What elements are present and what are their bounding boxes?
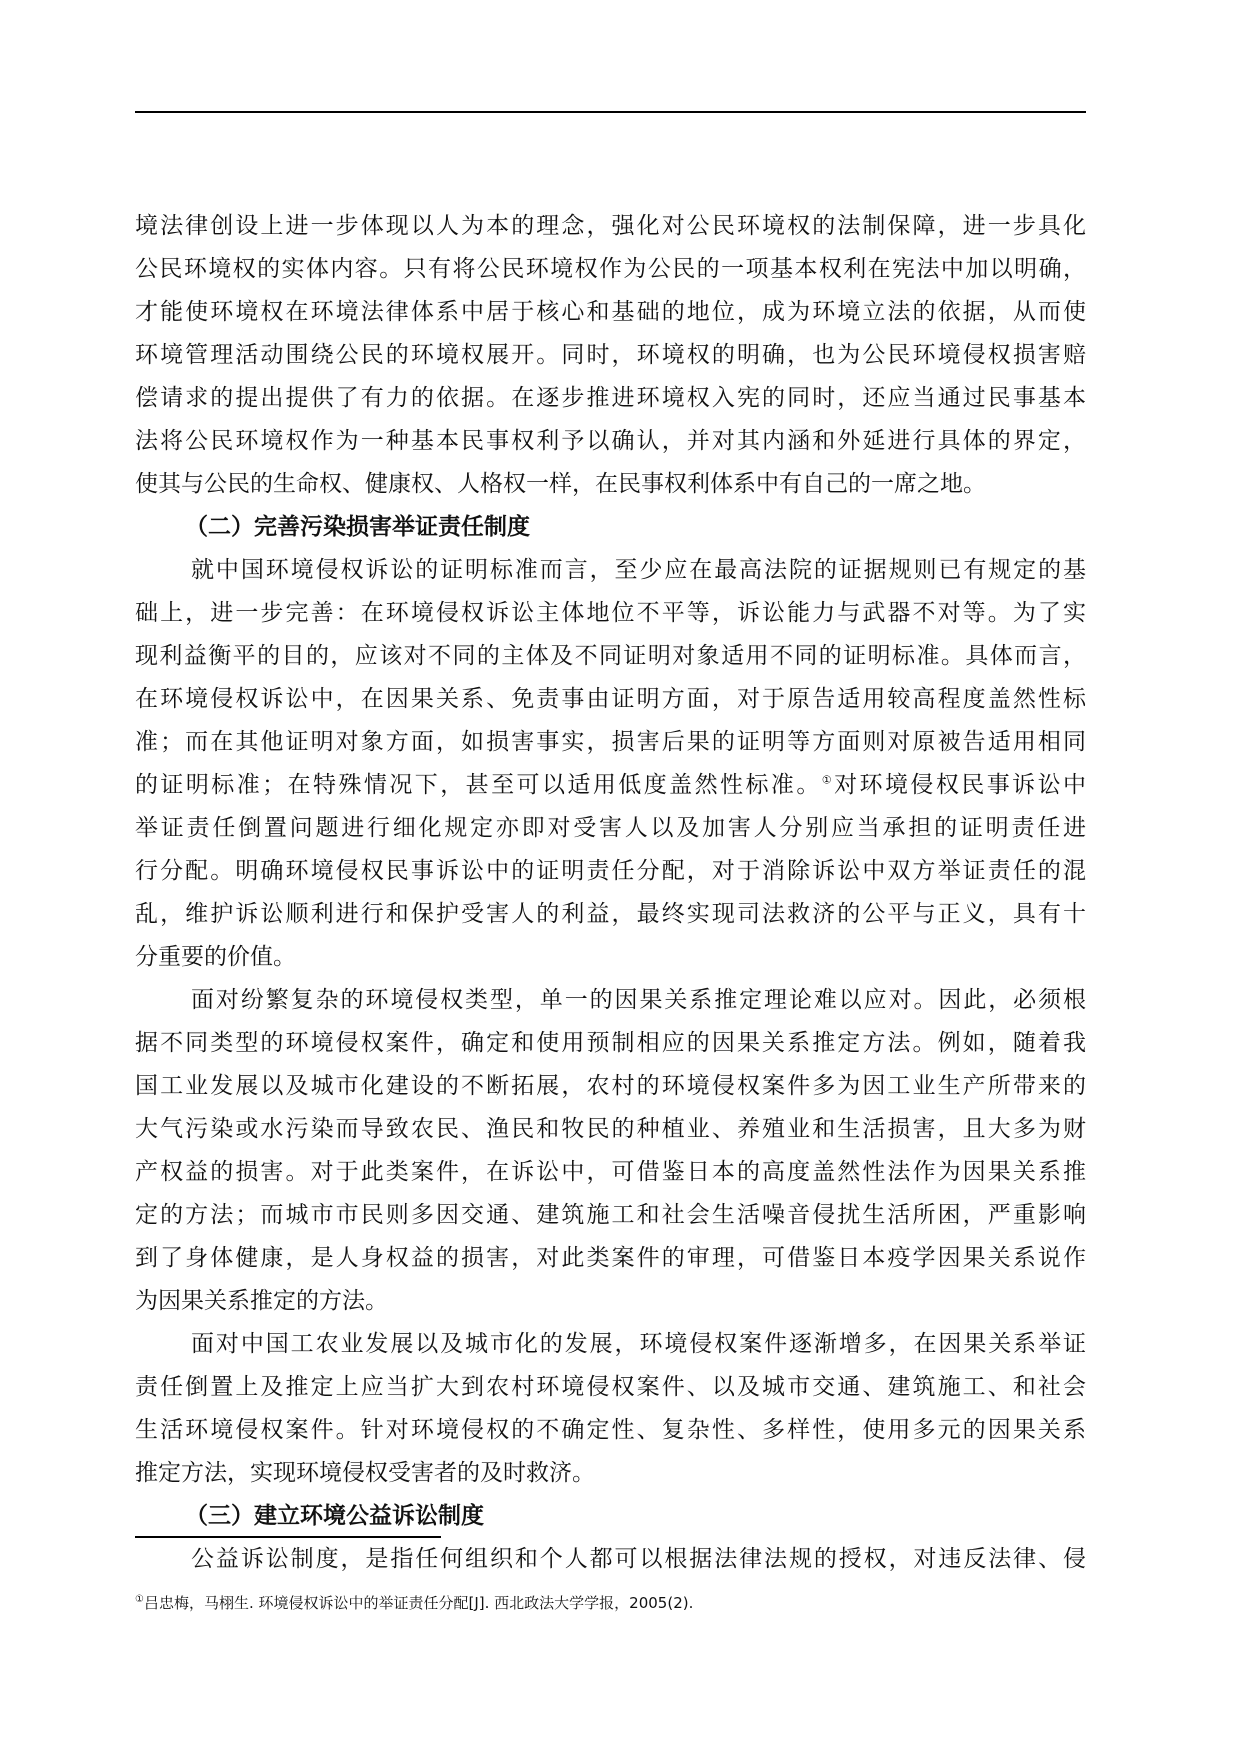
paragraph-line: 础上，进一步完善：在环境侵权诉讼主体地位不平等，诉讼能力与武器不对等。为了实 — [135, 600, 1086, 626]
section-heading-3: （三）建立环境公益诉讼制度 — [185, 1503, 484, 1529]
paragraph-line: 分重要的价值。 — [135, 944, 296, 970]
paragraph-line: 公益诉讼制度，是指任何组织和个人都可以根据法律法规的授权，对违反法律、侵 — [191, 1546, 1086, 1572]
body-text — [135, 205, 1086, 1581]
paragraph-line: 乱，维护诉讼顺利进行和保护受害人的利益，最终实现司法救济的公平与正义，具有十 — [135, 901, 1086, 927]
paragraph-line: 偿请求的提出提供了有力的依据。在逐步推进环境权入宪的同时，还应当通过民事基本 — [135, 385, 1086, 411]
paragraph-text: 对环境侵权民事诉讼中 — [834, 772, 1087, 798]
paragraph-line: 推定方法，实现环境侵权受害者的及时救济。 — [135, 1460, 595, 1486]
paragraph-line: 定的方法；而城市市民则多因交通、建筑施工和社会生活噪音侵扰生活所困，严重影响 — [135, 1202, 1086, 1228]
paragraph-line: 行分配。明确环境侵权民事诉讼中的证明责任分配，对于消除诉讼中双方举证责任的混 — [135, 858, 1086, 884]
paragraph-line: 准；而在其他证明对象方面，如损害事实，损害后果的证明等方面则对原被告适用相同 — [135, 729, 1086, 755]
paragraph-line: 据不同类型的环境侵权案件，确定和使用预制相应的因果关系推定方法。例如，随着我 — [135, 1030, 1086, 1056]
header-rule — [135, 111, 1086, 113]
paragraph-line: 面对纷繁复杂的环境侵权类型，单一的因果关系推定理论难以应对。因此，必须根 — [191, 987, 1086, 1013]
paragraph-line: 大气污染或水污染而导致农民、渔民和牧民的种植业、养殖业和生活损害，且大多为财 — [135, 1116, 1086, 1142]
paragraph-line: 环境管理活动围绕公民的环境权展开。同时，环境权的明确，也为公民环境侵权损害赔 — [135, 342, 1086, 368]
paragraph-line: 举证责任倒置问题进行细化规定亦即对受害人以及加害人分别应当承担的证明责任进 — [135, 815, 1086, 841]
paragraph-text: 的证明标准；在特殊情况下，甚至可以适用低度盖然性标准。 — [135, 772, 822, 798]
paragraph-line: 产权益的损害。对于此类案件，在诉讼中，可借鉴日本的高度盖然性法作为因果关系推 — [135, 1159, 1086, 1185]
paragraph-line: 国工业发展以及城市化建设的不断拓展，农村的环境侵权案件多为因工业生产所带来的 — [135, 1073, 1086, 1099]
paragraph-line: 现利益衡平的目的，应该对不同的主体及不同证明对象适用不同的证明标准。具体而言， — [135, 643, 1086, 669]
paragraph-line: 为因果关系推定的方法。 — [135, 1288, 388, 1314]
paragraph-line: 公民环境权的实体内容。只有将公民环境权作为公民的一项基本权利在宪法中加以明确， — [135, 256, 1086, 282]
paragraph-line-with-footnote — [135, 764, 1086, 807]
footnote-rule — [135, 1536, 441, 1538]
footnote-text: 吕忠梅，马栩生. 环境侵权诉讼中的举证责任分配[J]. 西北政法大学学报，2005(2). — [143, 1594, 694, 1612]
paragraph-line: 使其与公民的生命权、健康权、人格权一样，在民事权利体系中有自己的一席之地。 — [135, 471, 986, 497]
footnote-reference[interactable]: ① — [821, 773, 835, 787]
section-heading-2: （二）完善污染损害举证责任制度 — [185, 514, 530, 540]
paragraph-line: 到了身体健康，是人身权益的损害，对此类案件的审理，可借鉴日本疫学因果关系说作 — [135, 1245, 1086, 1271]
paragraph-line: 责任倒置上及推定上应当扩大到农村环境侵权案件、以及城市交通、建筑施工、和社会 — [135, 1374, 1086, 1400]
paragraph-line: 境法律创设上进一步体现以人为本的理念，强化对公民环境权的法制保障，进一步具化 — [135, 213, 1086, 239]
paragraph-line: 生活环境侵权案件。针对环境侵权的不确定性、复杂性、多样性，使用多元的因果关系 — [135, 1417, 1086, 1443]
paragraph-line: 面对中国工农业发展以及城市化的发展，环境侵权案件逐渐增多，在因果关系举证 — [191, 1331, 1086, 1357]
footnote-mark: ① — [135, 1594, 144, 1605]
paragraph-line: 法将公民环境权作为一种基本民事权利予以确认，并对其内涵和外延进行具体的界定， — [135, 428, 1086, 454]
paragraph-line: 就中国环境侵权诉讼的证明标准而言，至少应在最高法院的证据规则已有规定的基 — [191, 557, 1086, 583]
paragraph-line: 才能使环境权在环境法律体系中居于核心和基础的地位，成为环境立法的依据，从而使 — [135, 299, 1086, 325]
footnote — [135, 1593, 693, 1613]
paragraph-line: 在环境侵权诉讼中，在因果关系、免责事由证明方面，对于原告适用较高程度盖然性标 — [135, 686, 1086, 712]
